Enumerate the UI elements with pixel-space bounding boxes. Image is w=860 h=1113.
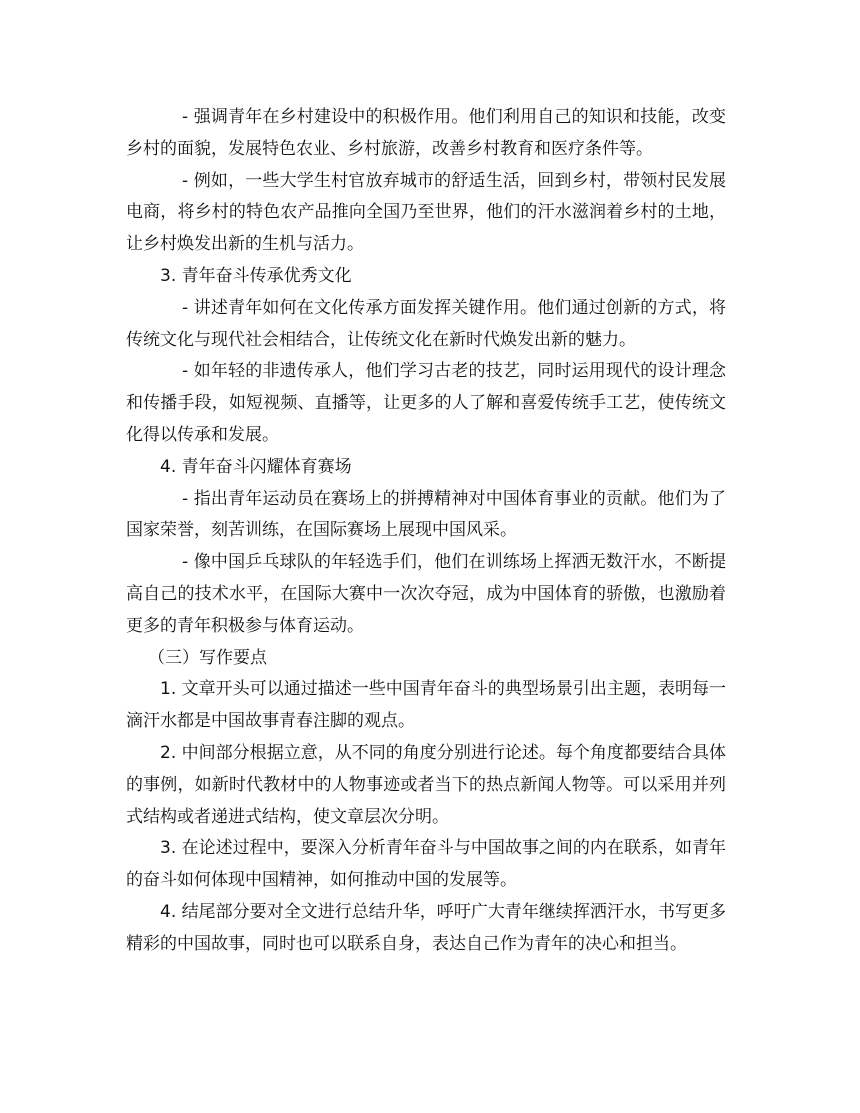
- document-body: [126, 102, 726, 961]
- writing-point-4: 4. 结尾部分要对全文进行总结升华，呼吁广大青年继续挥洒汗水，书写更多精彩的中国故事，同时也可以联系自身，表达自己作为青年的决心和担当。: [126, 901, 726, 954]
- writing-point-3: 3. 在论述过程中，要深入分析青年奋斗与中国故事之间的内在联系，如青年的奋斗如何体现中国精神，如何推动中国的发展等。: [126, 838, 726, 891]
- paragraph-village-official-example: - 例如，一些大学生村官放弃城市的舒适生活，回到乡村，带领村民发展电商，将乡村的特色农产品推向全国乃至世界，他们的汗水滋润着乡村的土地，让乡村焕发出新的生机与活力。: [126, 170, 726, 255]
- writing-point-2: 2. 中间部分根据立意，从不同的角度分别进行论述。每个角度都要结合具体的事例，如新时代教材中的人物事迹或者当下的热点新闻人物等。可以采用并列式结构或者递进式结构，使文章层次分明。: [126, 742, 726, 827]
- writing-point-1: 1. 文章开头可以通过描述一些中国青年奋斗的典型场景引出主题，表明每一滴汗水都是中国故事青春注脚的观点。: [126, 679, 726, 732]
- paragraph-culture-role: - 讲述青年如何在文化传承方面发挥关键作用。他们通过创新的方式，将传统文化与现代社会相结合，让传统文化在新时代焕发出新的魅力。: [126, 297, 726, 350]
- paragraph-rural-role: - 强调青年在乡村建设中的积极作用。他们利用自己的知识和技能，改变乡村的面貌，发展特色农业、乡村旅游，改善乡村教育和医疗条件等。: [126, 107, 726, 159]
- heading-sports: 4. 青年奋斗闪耀体育赛场: [160, 456, 352, 477]
- paragraph-heritage-example: - 如年轻的非遗传承人，他们学习古老的技艺，同时运用现代的设计理念和传播手段，如短视频、直播等，让更多的人了解和喜爱传统手工艺，使传统文化得以传承和发展。: [126, 361, 726, 445]
- section-heading-writing-points: （三）写作要点: [148, 647, 267, 668]
- heading-culture: 3. 青年奋斗传承优秀文化: [160, 265, 352, 286]
- paragraph-sports-role: - 指出青年运动员在赛场上的拼搏精神对中国体育事业的贡献。他们为了国家荣誉，刻苦训练，在国际赛场上展现中国风采。: [126, 488, 726, 541]
- paragraph-table-tennis-example: - 像中国乒乓球队的年轻选手们，他们在训练场上挥洒无数汗水，不断提高自己的技术水平，在国际大赛中一次次夺冠，成为中国体育的骄傲，也激励着更多的青年积极参与体育运动。: [126, 552, 726, 636]
